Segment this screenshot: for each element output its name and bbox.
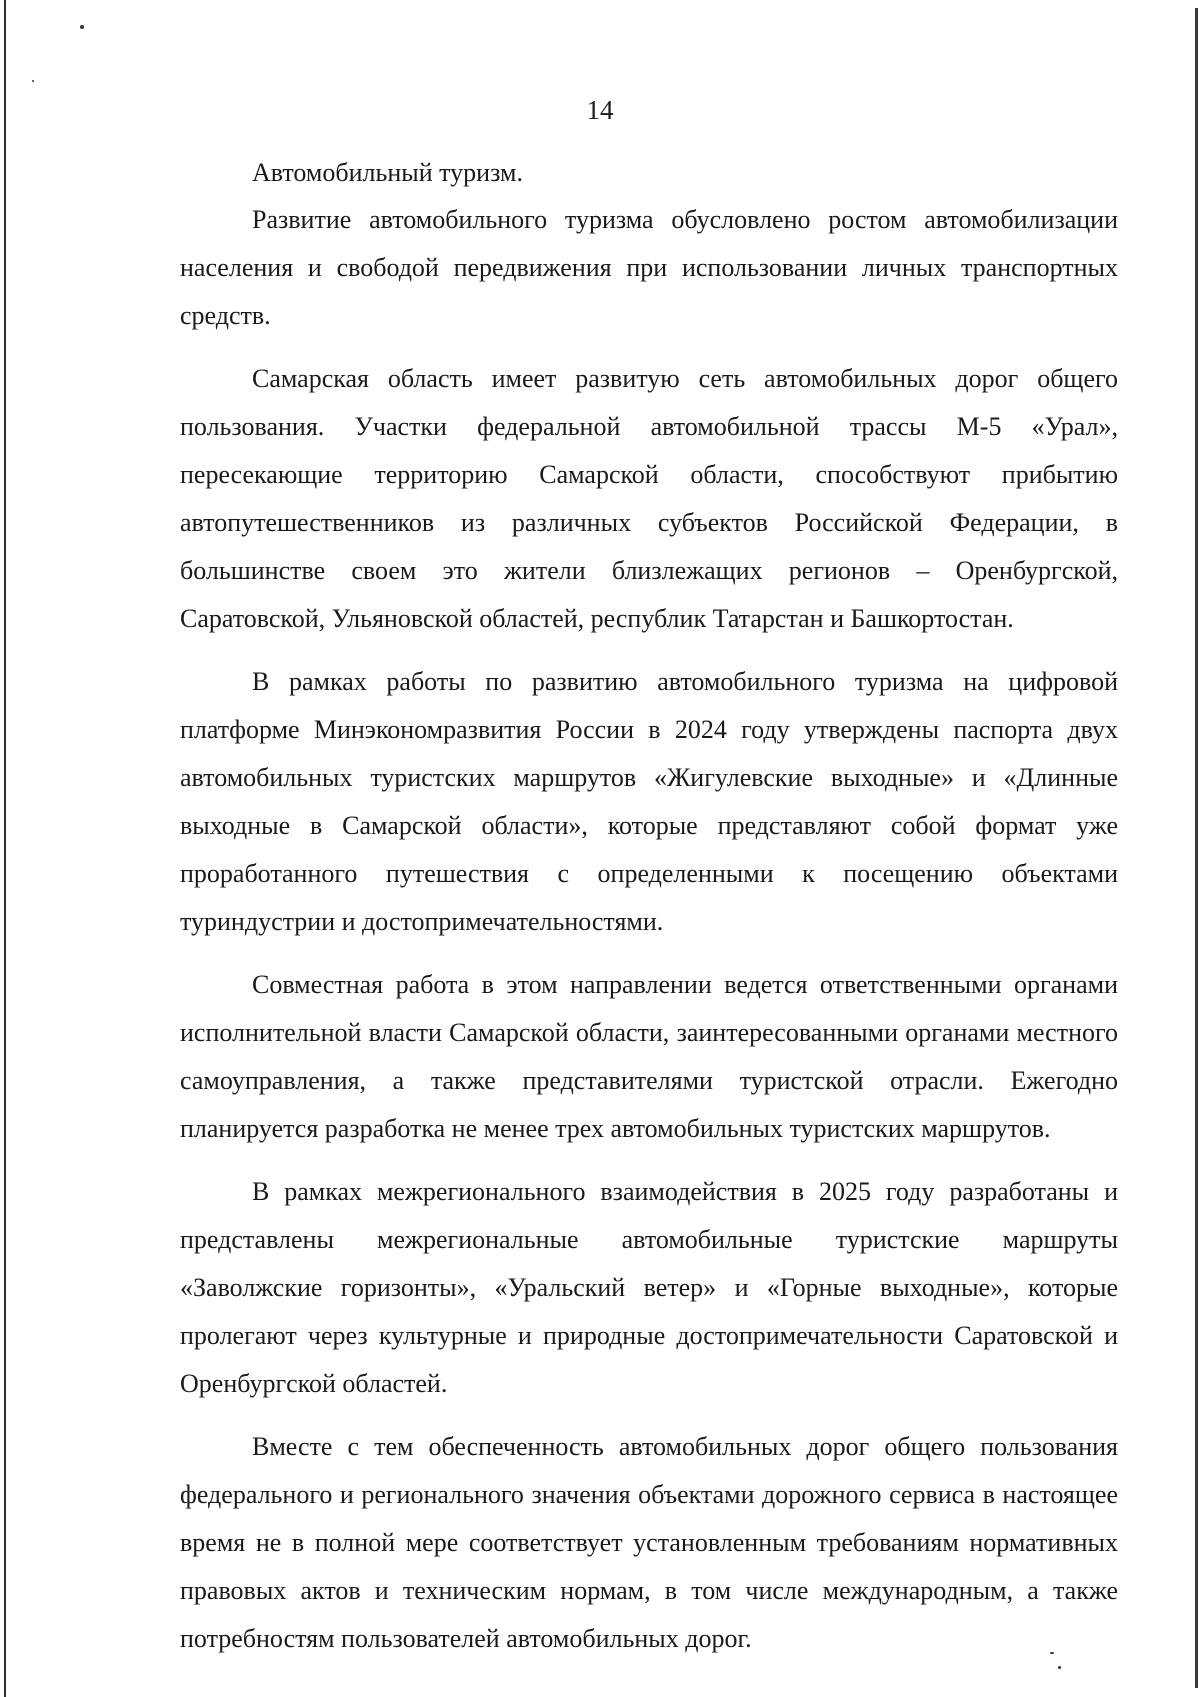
paragraph: Вместе с тем обеспеченность автомобильных дорог общего пользования федерального и регионального значения объектами дорожного сервиса в настоящее время не в полной мере соответствует установленным требованиям нормативных правовых актов и техническим нормам, в том числе международным, а также потребностям пользователей автомобильных дорог. bbox=[180, 1432, 1118, 1653]
scan-speck bbox=[32, 80, 34, 82]
body-text bbox=[180, 196, 1118, 1663]
paragraph: В рамках работы по развитию автомобильного туризма на цифровой платформе Минэкономразвития России в 2024 году утверждены паспорта двух автомобильных туристских маршрутов «Жигулевские выходные» и «Длинные выходные в Самарской области», которые представляют собой формат уже проработанного путешествия с определенными к посещению объектами туриндустрии и достопримечательностями. bbox=[180, 667, 1118, 936]
paragraph: Совместная работа в этом направлении ведется ответственными органами исполнительной власти Самарской области, заинтересованными органами местного самоуправления, а также представителями туристской отрасли. Ежегодно планируется разработка не менее трех автомобильных туристских маршрутов. bbox=[180, 970, 1118, 1143]
scan-left-edge bbox=[4, 0, 6, 1697]
page-number: 14 bbox=[586, 95, 614, 125]
paragraph: Самарская область имеет развитую сеть автомобильных дорог общего пользования. Участки федеральной автомобильной трассы М-5 «Урал», пересекающие территорию Самарской области, способствуют прибытию автопутешественников из различных субъектов Российской Федерации, в большинстве своем это жители близлежащих регионов – Оренбургской, Саратовской, Ульяновской областей, республик Татарстан и Башкортостан. bbox=[180, 364, 1118, 633]
paragraph: Развитие автомобильного туризма обусловлено ростом автомобилизации населения и свободой передвижения при использовании личных транспортных средств. bbox=[180, 205, 1118, 330]
paragraph: В рамках межрегионального взаимодействия в 2025 году разработаны и представлены межрегиональные автомобильные туристские маршруты «Заволжские горизонты», «Уральский ветер» и «Горные выходные», которые пролегают через культурные и природные достопримечательности Саратовской и Оренбургской областей. bbox=[180, 1177, 1118, 1398]
scan-right-edge bbox=[1195, 8, 1198, 1688]
scan-speck bbox=[80, 25, 84, 29]
section-heading: Автомобильный туризм. bbox=[252, 158, 523, 187]
scan-speck bbox=[1058, 1666, 1061, 1669]
